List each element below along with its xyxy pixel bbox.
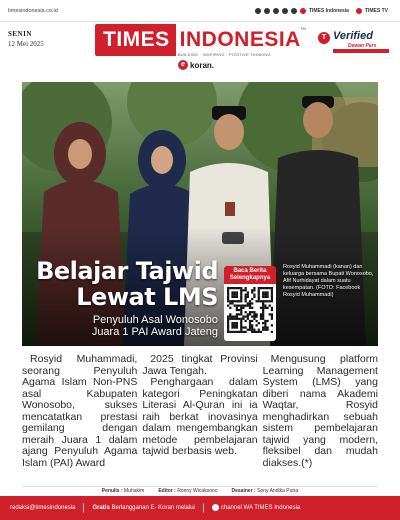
- ekoran-brand: [178, 60, 214, 70]
- qr-module: [240, 307, 242, 309]
- qr-module: [271, 298, 273, 300]
- qr-module: [247, 315, 249, 317]
- qr-module: [227, 320, 229, 322]
- qr-module: [240, 305, 242, 307]
- top-strip: [0, 0, 400, 22]
- qr-module: [236, 315, 238, 317]
- qr-module: [266, 326, 268, 328]
- qr-module: [231, 294, 233, 296]
- qr-module: [245, 315, 247, 317]
- qr-module: [258, 296, 260, 298]
- qr-module: [251, 315, 253, 317]
- qr-module: [251, 302, 253, 304]
- qr-module: [231, 300, 233, 302]
- qr-module: [264, 300, 266, 302]
- qr-module: [253, 296, 255, 298]
- qr-module: [245, 300, 247, 302]
- qr-module: [262, 307, 264, 309]
- qr-module: [271, 324, 273, 326]
- qr-module: [234, 315, 236, 317]
- qr-module: [262, 300, 264, 302]
- qr-module: [251, 307, 253, 309]
- credit-editor-label: Editor :: [158, 488, 176, 494]
- verified-title: Verified: [333, 30, 373, 42]
- qr-module: [240, 324, 242, 326]
- qr-module: [271, 296, 273, 298]
- qr-module: [236, 313, 238, 315]
- qr-module: [262, 326, 264, 328]
- qr-module: [258, 291, 260, 293]
- qr-module: [249, 302, 251, 304]
- qr-module: [255, 315, 257, 317]
- tiktok-icon[interactable]: [282, 8, 288, 14]
- qr-module: [262, 315, 264, 317]
- qr-module: [231, 322, 233, 324]
- logo-indonesia: INDONESIA: [179, 28, 301, 51]
- qr-module: [234, 305, 236, 307]
- footer-divider: [203, 503, 204, 513]
- qr-module: [240, 294, 242, 296]
- qr-module: [231, 331, 233, 333]
- qr-module: [262, 313, 264, 315]
- qr-module: [231, 287, 233, 289]
- qr-block[interactable]: [224, 266, 276, 341]
- qr-module: [249, 313, 251, 315]
- qr-module: [227, 296, 229, 298]
- qr-module: [240, 311, 242, 313]
- credit-writer-label: Penulis :: [101, 488, 123, 494]
- threads-icon[interactable]: [291, 8, 297, 14]
- qr-module: [264, 320, 266, 322]
- qr-module: [253, 289, 255, 291]
- qr-module: [262, 311, 264, 313]
- qr-module: [227, 291, 229, 293]
- verified-badge: [318, 30, 390, 54]
- qr-module: [247, 305, 249, 307]
- qr-module: [266, 300, 268, 302]
- tv-icon[interactable]: [356, 8, 362, 14]
- qr-module: [260, 331, 262, 333]
- qr-module: [242, 326, 244, 328]
- qr-module: [262, 322, 264, 324]
- qr-module: [236, 296, 238, 298]
- qr-module: [227, 294, 229, 296]
- qr-module: [262, 329, 264, 331]
- qr-module: [227, 324, 229, 326]
- qr-module: [234, 294, 236, 296]
- qr-module: [271, 313, 273, 315]
- qr-module: [258, 287, 260, 289]
- qr-module: [247, 294, 249, 296]
- qr-module: [253, 313, 255, 315]
- qr-module: [236, 294, 238, 296]
- qr-module: [236, 318, 238, 320]
- qr-module: [271, 294, 273, 296]
- footer-channel[interactable]: [212, 504, 300, 511]
- qr-module: [229, 287, 231, 289]
- qr-module: [229, 313, 231, 315]
- qr-module: [260, 315, 262, 317]
- qr-module: [238, 331, 240, 333]
- qr-module: [255, 320, 257, 322]
- qr-module: [251, 324, 253, 326]
- qr-module: [236, 307, 238, 309]
- youtube-icon[interactable]: [300, 8, 306, 14]
- qr-module: [271, 300, 273, 302]
- qr-module: [255, 300, 257, 302]
- qr-module: [264, 329, 266, 331]
- qr-module: [234, 291, 236, 293]
- qr-module: [240, 331, 242, 333]
- qr-module: [236, 324, 238, 326]
- qr-module: [262, 287, 264, 289]
- qr-module: [249, 322, 251, 324]
- ekoran-text: koran.: [190, 60, 215, 70]
- qr-module: [231, 326, 233, 328]
- article-column-1: [22, 354, 137, 480]
- qr-module: [266, 287, 268, 289]
- qr-module: [240, 289, 242, 291]
- qr-module: [245, 305, 247, 307]
- masthead-tagline: BUILDING · INSPIRING · POSITIVE THINKING: [178, 53, 271, 57]
- qr-module: [238, 287, 240, 289]
- qr-module: [249, 320, 251, 322]
- qr-module: [240, 287, 242, 289]
- qr-module: [271, 307, 273, 309]
- qr-module: [253, 311, 255, 313]
- qr-module: [236, 305, 238, 307]
- qr-code-icon: [227, 287, 273, 333]
- qr-module: [242, 307, 244, 309]
- qr-module: [240, 300, 242, 302]
- masthead-logo[interactable]: [95, 24, 305, 56]
- qr-module: [264, 296, 266, 298]
- qr-module: [271, 318, 273, 320]
- qr-module: [236, 291, 238, 293]
- footer-divider: [83, 503, 84, 513]
- credit-designer: [232, 488, 299, 494]
- qr-module: [227, 305, 229, 307]
- qr-module: [258, 300, 260, 302]
- edition-day: SENIN: [8, 30, 32, 38]
- article-paragraph: Mengusung platform Learning Management System (LMS) yang diberi nama Akademi Waqtar, Rosyid menghadirkan sebuah sistem pembelajaran tajwid yang modern, fleksibel dan mudah diakses.(*): [262, 353, 378, 469]
- qr-module: [227, 300, 229, 302]
- headline-line-2: Lewat LMS: [76, 283, 218, 311]
- qr-module: [229, 302, 231, 304]
- qr-module: [236, 300, 238, 302]
- qr-module: [266, 320, 268, 322]
- credit-editor-name: Ronny Wicaksono: [177, 488, 218, 494]
- credit-editor: [158, 488, 217, 494]
- qr-module: [264, 305, 266, 307]
- qr-code[interactable]: [224, 284, 276, 341]
- qr-module: [227, 298, 229, 300]
- footer-promo-bold: Gratis: [92, 505, 110, 511]
- qr-module: [227, 331, 229, 333]
- tv-label: TIMES TV: [364, 7, 388, 14]
- qr-module: [249, 311, 251, 313]
- qr-module: [253, 294, 255, 296]
- qr-module: [249, 307, 251, 309]
- qr-module: [245, 287, 247, 289]
- qr-module: [242, 289, 244, 291]
- article-paragraph: Rosyid Muhammadi, seorang Penyuluh Agama Islam Non-PNS asal Kabupaten Wonosobo, sukses mencatatkan prestasi gemilang dengan meraih Juara 1 dalam ajang Penyuluh Agama Islam (PAI) Award: [22, 353, 138, 469]
- qr-module: [269, 305, 271, 307]
- subheadline: [22, 314, 218, 338]
- qr-module: [236, 331, 238, 333]
- qr-module: [271, 331, 273, 333]
- qr-module: [245, 311, 247, 313]
- qr-module: [262, 294, 264, 296]
- subheadline-line-1: Penyuluh Asal Wonosobo: [92, 314, 218, 326]
- qr-module: [266, 296, 268, 298]
- qr-module: [260, 287, 262, 289]
- qr-module: [227, 318, 229, 320]
- qr-module: [245, 320, 247, 322]
- qr-module: [240, 320, 242, 322]
- qr-module: [227, 322, 229, 324]
- qr-module: [264, 294, 266, 296]
- qr-module: [229, 307, 231, 309]
- qr-module: [227, 315, 229, 317]
- qr-module: [253, 315, 255, 317]
- qr-module: [245, 326, 247, 328]
- qr-module: [264, 322, 266, 324]
- photo-caption: Rosyid Muhammadi (kanan) dan keluarga bersama Bupati Wonosobo, Afif Nurhidayat dalam suatu kesempatan. (FOTO: Facebook Rosyid Muhammadi): [283, 264, 374, 298]
- qr-module: [238, 318, 240, 320]
- qr-module: [227, 287, 229, 289]
- qr-module: [247, 291, 249, 293]
- qr-module: [264, 291, 266, 293]
- qr-module: [240, 318, 242, 320]
- qr-module: [251, 320, 253, 322]
- qr-module: [266, 307, 268, 309]
- qr-module: [242, 315, 244, 317]
- instagram-icon[interactable]: [264, 8, 270, 14]
- qr-module: [253, 318, 255, 320]
- qr-module: [240, 298, 242, 300]
- ekoran-mark-icon: e: [178, 60, 188, 70]
- qr-module: [234, 326, 236, 328]
- qr-module: [264, 287, 266, 289]
- qr-module: [247, 318, 249, 320]
- qr-module: [249, 300, 251, 302]
- qr-module: [249, 326, 251, 328]
- qr-module: [264, 324, 266, 326]
- qr-module: [236, 309, 238, 311]
- trademark: TM: [300, 26, 306, 31]
- qr-module: [255, 331, 257, 333]
- credit-writer-name: Muhakim: [124, 488, 145, 494]
- qr-module: [231, 302, 233, 304]
- qr-module: [253, 331, 255, 333]
- qr-module: [240, 326, 242, 328]
- qr-module: [271, 291, 273, 293]
- qr-module: [255, 324, 257, 326]
- qr-module: [240, 309, 242, 311]
- qr-module: [227, 326, 229, 328]
- footer-email[interactable]: redaksi@timesindonesia: [10, 505, 76, 511]
- qr-module: [236, 322, 238, 324]
- qr-module: [240, 291, 242, 293]
- edition-date: [8, 30, 44, 48]
- qr-module: [231, 291, 233, 293]
- qr-module: [238, 313, 240, 315]
- qr-module: [260, 313, 262, 315]
- qr-module: [262, 309, 264, 311]
- qr-module: [260, 318, 262, 320]
- qr-module: [251, 291, 253, 293]
- qr-module: [251, 298, 253, 300]
- subheadline-line-2: Juara 1 PAI Award Jateng: [91, 326, 218, 338]
- qr-module: [236, 326, 238, 328]
- qr-module: [253, 329, 255, 331]
- article-body: [22, 354, 378, 480]
- qr-module: [234, 322, 236, 324]
- footer-channel-text: channel WA TIMES Indonesia: [220, 505, 301, 512]
- qr-module: [262, 305, 264, 307]
- qr-module: [227, 289, 229, 291]
- qr-module: [251, 331, 253, 333]
- qr-module: [234, 331, 236, 333]
- qr-module: [271, 309, 273, 311]
- social-handle: TIMES Indonesia: [308, 7, 349, 14]
- qr-module: [258, 294, 260, 296]
- qr-module: [238, 305, 240, 307]
- qr-module: [258, 322, 260, 324]
- qr-module: [260, 307, 262, 309]
- qr-module: [249, 329, 251, 331]
- qr-module: [264, 307, 266, 309]
- qr-module: [258, 331, 260, 333]
- qr-module: [271, 287, 273, 289]
- qr-module: [245, 298, 247, 300]
- verified-mark-icon: T: [318, 32, 330, 44]
- qr-module: [240, 329, 242, 331]
- qr-module: [229, 331, 231, 333]
- qr-module: [247, 313, 249, 315]
- qr-module: [249, 324, 251, 326]
- article-paragraph: Penghargaan dalam kategori Peningkatan Literasi Al-Quran ini ia raih berkat inovasinya dalam mengembangkan metode pembelajaran tajwid berbasis web.: [142, 376, 258, 457]
- article-paragraph: 2025 tingkat Provinsi Jawa Tengah.: [142, 353, 258, 377]
- qr-caption: Baca Berita Selengkapnya: [224, 266, 276, 284]
- qr-module: [245, 296, 247, 298]
- qr-module: [234, 300, 236, 302]
- qr-module: [234, 318, 236, 320]
- headline: [22, 258, 218, 310]
- qr-module: [229, 318, 231, 320]
- qr-module: [262, 318, 264, 320]
- article-column-2: [142, 354, 257, 480]
- footer-promo: [92, 505, 194, 511]
- x-icon[interactable]: [273, 8, 279, 14]
- qr-module: [240, 296, 242, 298]
- qr-module: [266, 329, 268, 331]
- qr-module: [262, 291, 264, 293]
- qr-module: [247, 296, 249, 298]
- qr-module: [240, 313, 242, 315]
- logo-times: TIMES: [95, 24, 176, 56]
- qr-module: [260, 300, 262, 302]
- verified-subtitle: Dewan Pers: [348, 43, 377, 49]
- qr-module: [231, 296, 233, 298]
- qr-module: [234, 287, 236, 289]
- qr-module: [269, 313, 271, 315]
- qr-module: [236, 287, 238, 289]
- qr-module: [234, 324, 236, 326]
- qr-module: [229, 315, 231, 317]
- qr-module: [251, 289, 253, 291]
- site-url[interactable]: timesindonesia.co.id: [8, 7, 58, 14]
- qr-module: [251, 329, 253, 331]
- qr-module: [247, 302, 249, 304]
- credits: [22, 486, 378, 494]
- credit-designer-label: Desainer :: [231, 488, 256, 494]
- qr-module: [266, 291, 268, 293]
- credit-writer: [102, 488, 145, 494]
- qr-module: [249, 305, 251, 307]
- qr-module: [258, 329, 260, 331]
- article-column-3: [263, 354, 378, 480]
- facebook-icon[interactable]: [255, 8, 261, 14]
- credit-designer-name: Sony Andika Putra: [257, 488, 299, 494]
- footer-bar: [0, 496, 400, 520]
- headline-line-1: Belajar Tajwid: [36, 257, 218, 285]
- qr-module: [245, 289, 247, 291]
- qr-module: [242, 305, 244, 307]
- footer-promo-text: Berlangganan E- Koran melalui: [111, 505, 195, 511]
- qr-module: [234, 296, 236, 298]
- verified-bar: [333, 49, 389, 53]
- qr-module: [245, 331, 247, 333]
- qr-module: [253, 287, 255, 289]
- qr-module: [269, 300, 271, 302]
- social-links: [255, 8, 392, 14]
- whatsapp-icon: [212, 504, 219, 511]
- qr-module: [247, 329, 249, 331]
- qr-module: [251, 326, 253, 328]
- qr-module: [242, 331, 244, 333]
- qr-module: [262, 296, 264, 298]
- qr-module: [258, 298, 260, 300]
- qr-module: [266, 294, 268, 296]
- qr-module: [231, 315, 233, 317]
- qr-module: [231, 324, 233, 326]
- qr-module: [238, 309, 240, 311]
- qr-module: [229, 300, 231, 302]
- qr-module: [262, 302, 264, 304]
- qr-module: [255, 313, 257, 315]
- qr-module: [264, 326, 266, 328]
- qr-module: [245, 294, 247, 296]
- qr-module: [238, 300, 240, 302]
- qr-module: [271, 315, 273, 317]
- qr-module: [242, 318, 244, 320]
- qr-module: [269, 287, 271, 289]
- qr-module: [240, 322, 242, 324]
- qr-module: [271, 289, 273, 291]
- qr-module: [258, 289, 260, 291]
- qr-module: [227, 329, 229, 331]
- qr-module: [251, 311, 253, 313]
- edition-date-text: 12 Mei 2025: [8, 40, 44, 48]
- qr-module: [231, 318, 233, 320]
